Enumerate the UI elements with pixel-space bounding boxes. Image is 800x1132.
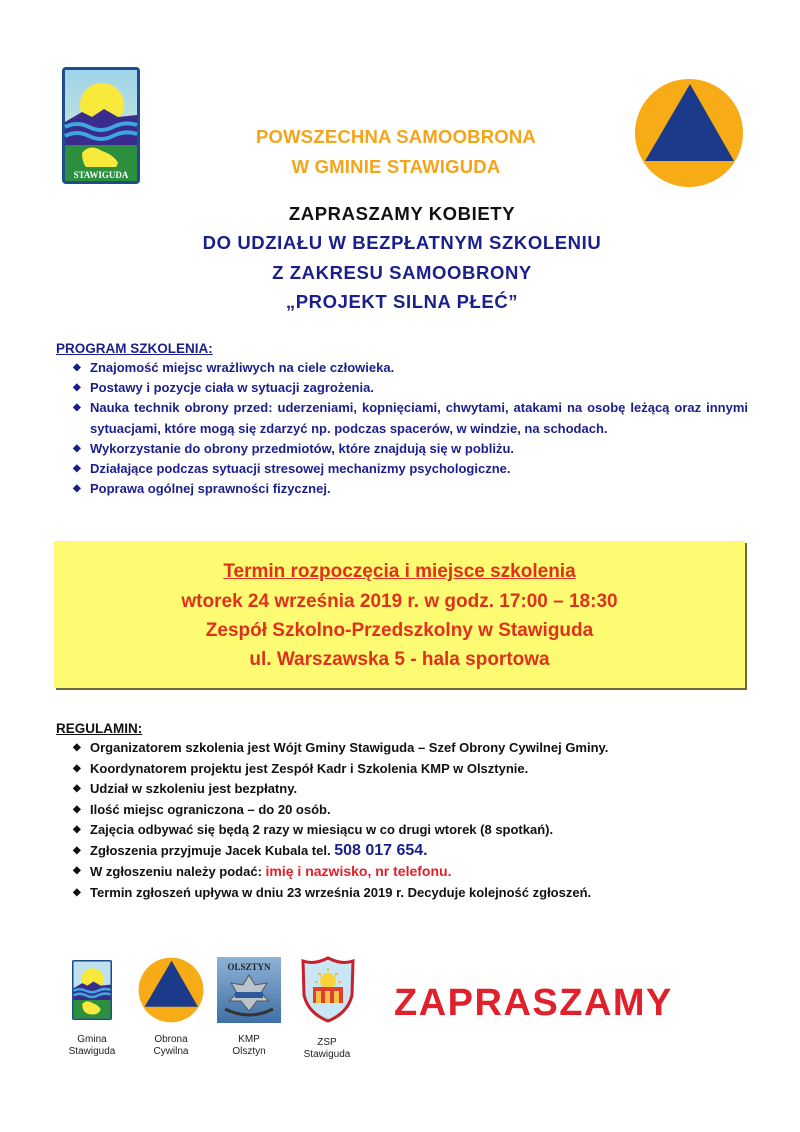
invitation-line-2: DO UDZIAŁU W BEZPŁATNYM SZKOLENIU [202,232,602,253]
list-item: ◆ Udział w szkoleniu jest bezpłatny. [72,779,748,800]
list-item: ◆ Organizatorem szkolenia jest Wójt Gminy Stawiguda – Szef Obrony Cywilnej Gminy. [72,738,748,759]
diamond-bullet-icon: ◆ [73,844,81,856]
caption-zsp-stawiguda: ZSP Stawiguda [303,1037,351,1060]
list-item: ◆ Koordynatorem projektu jest Zespół Kadr i Szkolenia KMP w Olsztynie. [72,759,748,780]
gmina-stawiguda-logo-icon [71,960,113,1020]
info-address: ul. Warszawska 5 - hala sportowa [249,649,550,670]
list-item: ◆ Nauka technik obrony przed: uderzeniami, kopnięciami, chwytami, atakami na osobę leżącą oraz innymi sytuacjami, które mogą się zdarzyć np. podczas spacerów, w windzie, na schodach. [73,400,748,436]
required-info-highlight: imię i nazwisko, nr telefonu. [265,863,452,879]
diamond-bullet-icon: ◆ [73,742,81,753]
list-item: ◆ Postawy i pozycje ciała w sytuacji zagrożenia. [72,378,748,398]
info-place: Zespół Szkolno-Przedszkolny w Stawiguda [205,620,594,641]
list-item: ◆ W zgłoszeniu należy podać: imię i nazwisko, nr telefonu. [72,861,748,883]
program-list [72,358,748,499]
list-item: ◆ Poprawa ogólnej sprawności fizycznej. [72,479,748,499]
list-item: ◆ Zgłoszenia przyjmuje Jacek Kubala tel. 508 017 654. [72,841,748,862]
list-item: ◆ Zajęcia odbywać się będą 2 razy w miesiącu w co drugi wtorek (8 spotkań). [72,820,748,841]
diamond-bullet-icon: ◆ [73,824,81,835]
diamond-bullet-icon: ◆ [73,886,81,898]
rules-list [72,738,748,903]
list-item: ◆ Działające podczas sytuacji stresowej mechanizmy psychologiczne. [72,459,748,479]
zsp-stawiguda-logo-icon [300,955,356,1023]
org-title-line1: POWSZECHNA SAMOOBRONA [256,126,536,147]
program-heading: PROGRAM SZKOLENIA: [56,341,213,356]
obrona-cywilna-logo-icon [138,957,204,1023]
training-info-box [54,541,745,688]
diamond-bullet-icon: ◆ [73,483,81,495]
list-item: ◆ Znajomość miejsc wrażliwych na ciele człowieka. [72,358,748,378]
call-to-action-heading: ZAPRASZAMY [394,982,673,1024]
diamond-bullet-icon: ◆ [73,362,81,373]
project-name: „PROJEKT SILNA PŁEĆ” [285,291,519,312]
caption-kmp-olsztyn: KMP Olsztyn [232,1034,266,1057]
svg-text:STAWIGUDA: STAWIGUDA [73,170,129,180]
kmp-olsztyn-logo-icon [217,957,281,1023]
list-item: ◆ Wykorzystanie do obrony przedmiotów, które znajdują się w pobliżu. [72,439,748,459]
list-item: ◆ Ilość miejsc ograniczona – do 20 osób. [72,800,748,821]
diamond-bullet-icon: ◆ [73,463,81,475]
svg-text:OLSZTYN: OLSZTYN [227,962,271,972]
diamond-bullet-icon: ◆ [73,402,81,414]
diamond-bullet-icon: ◆ [73,865,81,876]
org-title-line2: W GMINIE STAWIGUDA [291,156,501,177]
invitation-line-1: ZAPRASZAMY KOBIETY [288,203,516,224]
diamond-bullet-icon: ◆ [73,803,81,815]
list-item: ◆ Termin zgłoszeń upływa w dniu 23 września 2019 r. Decyduje kolejność zgłoszeń. [72,883,748,904]
caption-gmina-stawiguda: Gmina Stawiguda [68,1034,116,1057]
diamond-bullet-icon: ◆ [73,442,81,454]
caption-obrona-cywilna: Obrona Cywilna [153,1034,189,1057]
phone-number[interactable]: 508 017 654. [334,841,428,859]
rules-heading: REGULAMIN: [56,721,143,736]
diamond-bullet-icon: ◆ [73,382,81,394]
info-title: Termin rozpoczęcia i miejsce szkolenia [223,561,576,582]
diamond-bullet-icon: ◆ [73,783,81,794]
diamond-bullet-icon: ◆ [73,762,81,774]
invitation-line-3: Z ZAKRESU SAMOOBRONY [272,262,532,283]
info-date: wtorek 24 września 2019 r. w godz. 17:00 – 18:30 [181,591,618,612]
